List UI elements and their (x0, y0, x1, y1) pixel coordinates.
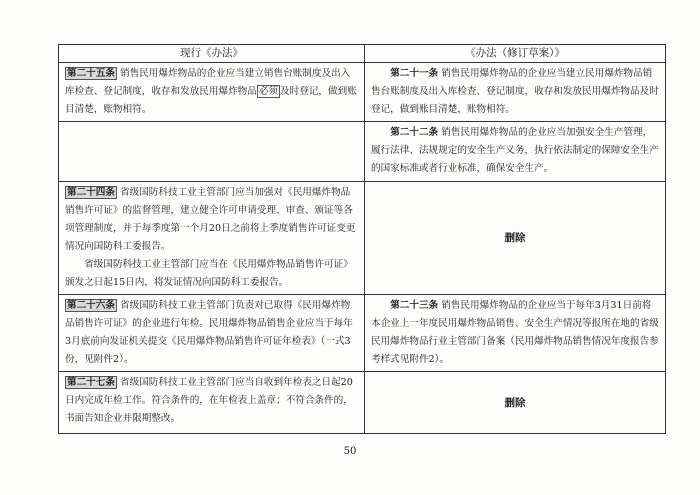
row2-right (365, 122, 666, 182)
row1-left (59, 63, 365, 122)
article-text: 及时登记，做到账目清楚，账物相符。 (65, 86, 357, 115)
page-number: 50 (343, 446, 357, 457)
header-current: 现行《办法》 (59, 45, 365, 63)
article-label: 第二十六条 (67, 300, 115, 311)
header-revised: 《办法（修订草案）》 (365, 45, 666, 63)
row4-right (365, 295, 666, 372)
row5-right: 删除 (365, 372, 666, 434)
table-row (59, 182, 666, 295)
table-row (59, 295, 666, 372)
table-header-row (59, 45, 666, 63)
article-label: 第二十五条 (67, 68, 115, 79)
article-text: 销售民用爆炸物品的企业应当建立销售台账制度及出入库检查、登记制度，收存和发放民用爆炸物品 (65, 68, 351, 97)
table-row (59, 372, 666, 434)
article-label: 第二十四条 (67, 187, 115, 198)
article-text: 省级国防科技工业主管部门应当加强对《民用爆炸物品销售许可证》的监督管理，建立健全许可申请受理、审查、颁证等各项管理制度，并于每季度第一个月20日之前将上季度销售许可证变更情况向国防科工委报告。 (65, 187, 356, 252)
row4-left (59, 295, 365, 372)
article-label: 第二十七条 (67, 377, 115, 388)
article-text: 省级国防科技工业主管部门应当自收到年检表之日起20日内完成年检工作。符合条件的，在年检表上盖章；不符合条件的，书面告知企业并限期整改。 (65, 377, 353, 424)
article-text: 省级国防科技工业主管部门应当在《民用爆炸物品销售许可证》颁发之日起15日内，将发证情况向国防科工委报告。 (65, 259, 353, 288)
boxed-word: 必须 (258, 86, 279, 97)
table-row (59, 63, 666, 122)
article-text: 销售民用爆炸物品的企业应当于每年3月31日前将本企业上一年度民用爆炸物品销售、安全生产情况等报所在地的省级民用爆炸物品行业主管部门备案（民用爆炸物品销售情况年度报告参考样式见附件2）。 (371, 300, 659, 365)
article-text: 省级国防科技工业主管部门负责对已取得《民用爆炸物品销售许可证》的企业进行年检。民用爆炸物品销售企业应当于每年3月底前向发证机关提交《民用爆炸物品销售许可证年检表》（一式3份，见附件2）。 (65, 300, 353, 365)
article-label: 第二十一条 (390, 68, 439, 79)
comparison-table (58, 44, 666, 434)
row1-right (365, 63, 666, 122)
row5-left (59, 372, 365, 434)
article-text: 销售民用爆炸物品的企业应当建立民用爆炸物品销售台账制度及出入库检查、登记制度，收存和发放民用爆炸物品及时登记，做到账目清楚，账物相符。 (371, 68, 659, 115)
row3-left (59, 182, 365, 295)
article-label: 第二十三条 (390, 300, 439, 311)
row3-right: 删除 (365, 182, 666, 295)
article-label: 第二十二条 (390, 127, 439, 138)
row2-left-empty (59, 122, 365, 182)
article-text: 销售民用爆炸物品的企业应当加强安全生产管理，履行法律、法规规定的安全生产义务，执行依法制定的保障安全生产的国家标准或者行业标准，确保安全生产。 (371, 127, 659, 174)
table-row (59, 122, 666, 182)
